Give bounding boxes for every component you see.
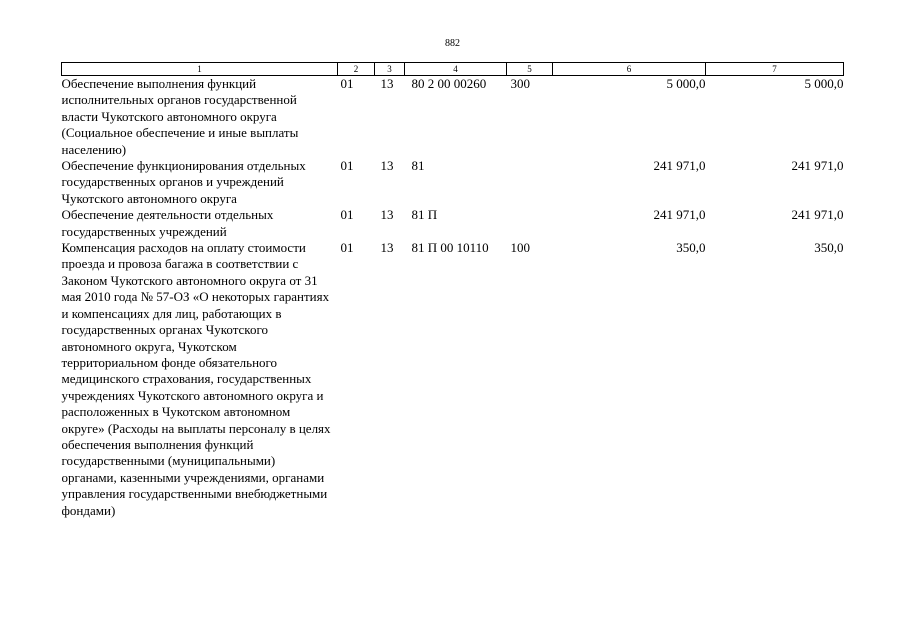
table-body — [62, 76, 844, 519]
column-header-3: 3 — [375, 63, 405, 76]
row-amount-col7: 241 971,0 — [791, 207, 844, 223]
row-target-article: 81 П — [411, 207, 438, 223]
table-header — [62, 63, 844, 76]
row-name: Обеспечение выполнения функций исполнительных органов государственной власти Чукотского автономного округа (Социальное обеспечение и иные выплаты населению) — [61, 76, 299, 157]
row-name: Компенсация расходов на оплату стоимости проезда и провоза багажа в соответствии с Законом Чукотского автономного округа от 31 мая 2010 года № 57-ОЗ «О некоторых гарантиях и компенсациях для лиц, работающих в государственных органах Чукотского автономного округа, Чукотском территориальном фонде обязательного медицинского страхования, государственных учреждениях Чукотского автономного округа и расположенных в Чукотском автономном округе» (Расходы на выплаты персоналу в целях обеспечения выполнения функций государственными (муниципальными) органами, казенными учреждениями, органами управления государственными внебюджетными фондами) — [61, 240, 331, 518]
table-row — [62, 76, 844, 159]
row-section: 01 — [340, 240, 354, 256]
row-name: Обеспечение деятельности отдельных государственных учреждений — [61, 207, 274, 239]
header-row — [62, 63, 844, 76]
row-expense-type: 100 — [510, 240, 530, 256]
row-subsection: 13 — [380, 158, 394, 174]
row-target-article: 80 2 00 00260 — [411, 76, 487, 91]
row-subsection: 13 — [380, 240, 394, 256]
row-section: 01 — [340, 207, 354, 223]
row-expense-type — [507, 207, 553, 240]
row-name: Обеспечение функционирования отдельных государственных органов и учреждений Чукотского автономного округа — [61, 158, 306, 206]
table-row — [62, 207, 844, 240]
column-header-6: 6 — [553, 63, 706, 76]
row-amount-col7: 5 000,0 — [804, 76, 844, 91]
row-amount-col6: 5 000,0 — [666, 76, 706, 91]
row-subsection: 13 — [380, 76, 394, 91]
row-expense-type — [507, 158, 553, 207]
row-amount-col7: 350,0 — [814, 240, 844, 256]
row-amount-col6: 241 971,0 — [653, 158, 706, 174]
row-section: 01 — [340, 158, 354, 174]
row-section: 01 — [340, 76, 354, 91]
table-row — [62, 240, 844, 519]
page-number: 882 — [445, 38, 460, 49]
column-header-5: 5 — [507, 63, 553, 76]
row-amount-col6: 350,0 — [676, 240, 706, 256]
row-subsection: 13 — [380, 207, 394, 223]
row-target-article: 81 — [411, 158, 425, 174]
column-header-4: 4 — [405, 63, 507, 76]
budget-table — [61, 62, 844, 519]
row-expense-type: 300 — [510, 76, 530, 91]
row-amount-col7: 241 971,0 — [791, 158, 844, 174]
row-amount-col6: 241 971,0 — [653, 207, 706, 223]
column-header-1: 1 — [62, 63, 338, 76]
column-header-2: 2 — [338, 63, 375, 76]
row-target-article: 81 П 00 10110 — [411, 240, 489, 256]
column-header-7: 7 — [706, 63, 844, 76]
table-row — [62, 158, 844, 207]
